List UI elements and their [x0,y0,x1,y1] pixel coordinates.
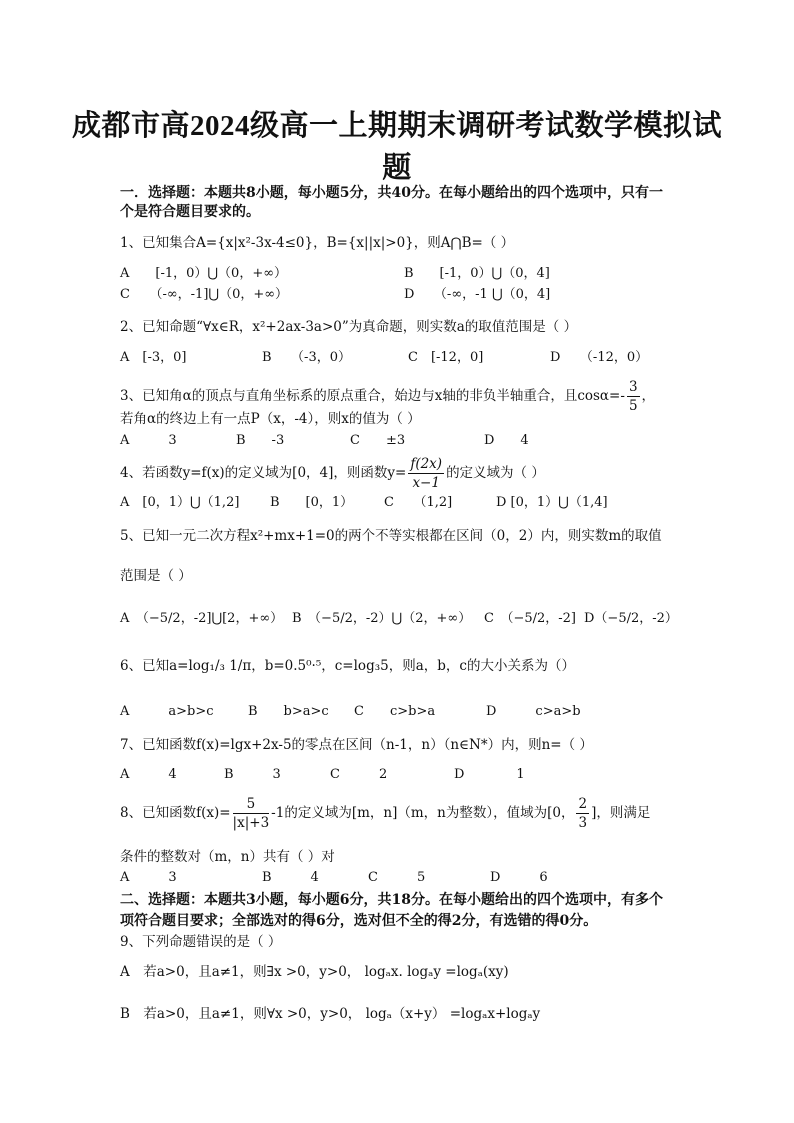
question-7: 7、已知函数f(x)=lgx+2x-5的零点在区间（n-1，n）（n∈N*）内，则n=（ ） [120,737,593,753]
q8-option-d: D 6 [490,870,548,885]
q5-option-d: D（−5/2，-2） [584,611,678,626]
q1-option-b: B [-1，0）⋃（0，4] [404,266,550,281]
q4-option-b: B [0，1） [270,495,354,510]
q6-option-d: D c>a>b [486,704,581,719]
q7-option-d: D 1 [454,767,525,782]
q3-text: 3、已知角α的顶点与直角坐标系的原点重合，始边与x轴的非负半轴重合，且cosα=- [120,388,625,404]
question-3-line1: 3、已知角α的顶点与直角坐标系的原点重合，始边与x轴的非负半轴重合，且cosα=- $\frac{3}{5}$ ， [120,379,656,414]
q4-text-post: 的定义域为（ ） [446,465,545,481]
q8-fraction2-num: 2 [578,796,588,812]
section1-heading-line1: 一．选择题：本题共8小题，每小题5分，共40分。在每小题给出的四个选项中，只有一 [120,185,663,201]
q4-option-a: A [0，1）⋃（1,2] [120,495,240,510]
q4-fraction [408,455,444,492]
q4-fraction-num: f(2x) [410,456,443,472]
question-2: 2、已知命题“∀x∈R，x²+2ax-3a>0”为真命题，则实数a的取值范围是（ ） [120,319,578,335]
q4-option-d: D [0，1）⋃（1,4] [496,495,608,510]
q3-option-c: C ±3 [350,433,406,448]
exam-title-line2: 题 [382,152,412,184]
q3-option-b: B -3 [236,433,285,448]
q2-option-d: D （-12，0） [550,350,649,365]
q1-option-c: C （-∞，-1]⋃（0，+∞） [120,287,289,302]
q8-fraction2-den: 3 [578,815,588,831]
q2-option-c: C [-12，0] [408,350,484,365]
question-5-line1: 5、已知一元二次方程x²+mx+1=0的两个不等实根都在区间（0，2）内，则实数m的取值 [120,528,662,544]
exam-title-line1: 成都市高2024级高一上期期末调研考试数学模拟试 [71,110,722,142]
question-1: 1、已知集合A={x|x²-3x-4≤0}，B={x||x|>0}，则A⋂B=（ ） [120,235,515,251]
q8-fraction-den: |x|+3 [232,815,270,831]
question-9: 9、下列命题错误的是（ ） [120,934,282,950]
q8-option-c: C 5 [368,870,426,885]
q3-fraction-den: 5 [628,398,638,414]
q7-option-a: A 4 [120,767,177,782]
q3-fraction-num: 3 [628,379,638,395]
q3-option-a: A 3 [120,433,177,448]
q6-option-a: A a>b>c [120,704,214,719]
q8-fraction [233,795,270,832]
q8-fraction2 [576,795,589,832]
question-4 [120,455,545,492]
q3-fraction [627,378,640,415]
q8-option-b: B 4 [262,870,319,885]
q7-option-c: C 2 [330,767,388,782]
question-3-line2: 若角α的终边上有一点P（x，-4），则x的值为（ ） [120,411,421,427]
q9-option-b: B 若a>0，且a≠1，则∀x >0，y>0， logₐ（x+y） =logₐx+logₐy [120,1006,541,1022]
q4-option-c: C （1,2] [384,495,453,510]
question-6: 6、已知a=log₁/₃ 1/π，b=0.5⁰·⁵，c=log₃5，则a，b，c的大小关系为（） [120,658,575,674]
q9-option-a: A 若a>0，且a≠1，则∃x >0，y>0， logₐx. logₐy =logₐ(xy) [120,964,509,980]
q2-option-a: A [-3，0] [120,350,187,365]
q6-option-b: B b>a>c [248,704,329,719]
q1-option-a: A [-1，0）⋃（0，+∞） [120,266,288,281]
q2-option-b: B （-3，0） [262,350,351,365]
q8-text-post: ]，则满足 [591,805,651,821]
q8-text-mid: -1的定义域为[m，n]（m，n为整数），值域为[0， [271,805,575,821]
q4-fraction-den: x−1 [412,475,440,491]
section2-heading-line2: 项符合题目要求；全部选对的得6分，选对但不全的得2分，有选错的得0分。 [120,913,598,929]
q8-text-pre: 8、已知函数f(x)= [120,805,231,821]
q8-option-a: A 3 [120,870,177,885]
q1-option-d: D （-∞，-1 ⋃（0，4] [404,287,551,302]
q7-option-b: B 3 [224,767,281,782]
section1-heading-line2: 个是符合题目要求的。 [120,204,260,220]
q5-option-a: A （−5/2，-2]⋃[2，+∞） [120,611,284,626]
question-8-line2: 条件的整数对（m，n）共有（ ）对 [120,849,335,865]
q5-option-b: B （−5/2，-2）⋃（2，+∞） [292,611,472,626]
q8-fraction-num: 5 [233,795,270,814]
q3-option-d: D 4 [484,433,529,448]
question-8 [120,795,650,832]
question-5-line2: 范围是（ ） [120,568,192,584]
q5-option-c: C （−5/2，-2] [484,611,576,626]
q4-text-pre: 4、若函数y=f(x)的定义域为[0，4]，则函数y= [120,465,407,481]
section2-heading-line1: 二、选择题：本题共3小题，每小题6分，共18分。在每小题给出的四个选项中，有多个 [120,892,663,908]
q6-option-c: C c>b>a [354,704,436,719]
